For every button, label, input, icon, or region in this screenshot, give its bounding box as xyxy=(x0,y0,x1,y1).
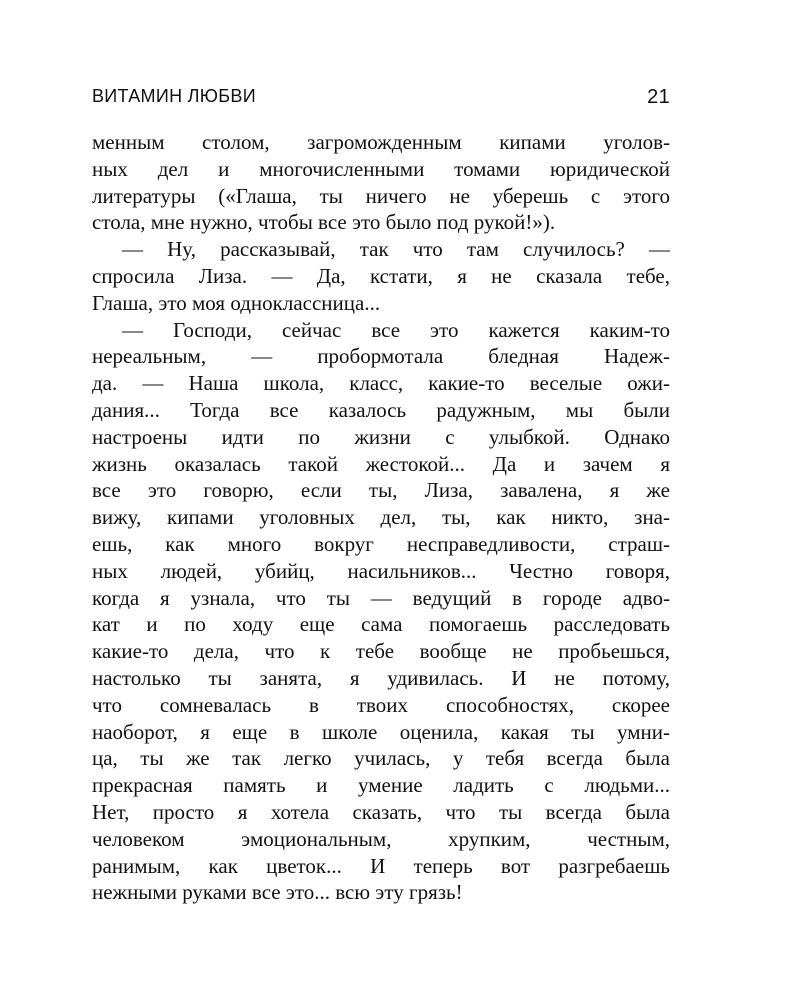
running-head xyxy=(92,86,670,110)
text-line: да. — Наша школа, класс, какие-то веселые ожи- xyxy=(92,371,670,396)
text-line: ешь, как много вокруг несправедливости, страш- xyxy=(92,531,670,556)
text-line: ных людей, убийц, насильников... Честно говоря, xyxy=(92,558,670,583)
text-line: человеком эмоциональным, хрупким, честным, xyxy=(92,826,670,851)
text-line: — Ну, рассказывай, так что там случилось? — xyxy=(122,237,670,262)
text-line: прекрасная память и умение ладить с людьми... xyxy=(92,773,670,798)
text-line: ца, ты же так легко училась, у тебя всегда была xyxy=(92,746,670,771)
text-line: нежными руками все это... всю эту грязь! xyxy=(92,880,463,905)
page-number: 21 xyxy=(647,86,670,108)
text-line: нереальным, — пробормотала бледная Надеж- xyxy=(92,344,670,369)
text-line: — Господи, сейчас все это кажется каким-то xyxy=(122,317,670,342)
text-line: когда я узнала, что ты — ведущий в городе адво- xyxy=(92,585,670,610)
text-line: менным столом, загроможденным кипами уголов- xyxy=(92,130,670,154)
text-line: ранимым, как цветок... И теперь вот разгребаешь xyxy=(92,853,670,878)
text-line: наоборот, я еще в школе оценила, какая ты умни- xyxy=(92,719,670,744)
text-line: все это говорю, если ты, Лиза, завалена, я же xyxy=(92,478,670,503)
text-line: Глаша, это моя одноклассница... xyxy=(92,290,381,315)
paragraph xyxy=(92,317,670,907)
text-line: литературы («Глаша, ты ничего не уберешь с этого xyxy=(92,183,670,208)
text-line: какие-то дела, что к тебе вообще не пробьешься, xyxy=(92,639,670,664)
text-line: спросила Лиза. — Да, кстати, я не сказала тебе, xyxy=(92,263,670,288)
text-line: ных дел и многочисленными томами юридической xyxy=(92,156,670,181)
text-line: настолько ты занята, я удивилась. И не потому, xyxy=(92,665,670,690)
text-line: настроены идти по жизни с улыбкой. Однако xyxy=(92,424,670,449)
paragraph xyxy=(92,236,670,316)
text-line: что сомневалась в твоих способностях, скорее xyxy=(92,692,670,717)
text-line: стола, мне нужно, чтобы все это было под рукой!»). xyxy=(92,210,556,235)
text-line: кат и по ходу еще сама помогаешь расследовать xyxy=(92,612,670,637)
text-line: дания... Тогда все казалось радужным, мы были xyxy=(92,397,670,422)
body-text xyxy=(92,129,670,906)
text-line: вижу, кипами уголовных дел, ты, как никто, зна- xyxy=(92,505,670,530)
text-line: Нет, просто я хотела сказать, что ты всегда была xyxy=(92,799,670,824)
paragraph xyxy=(92,129,670,236)
text-line: жизнь оказалась такой жестокой... Да и зачем я xyxy=(92,451,670,476)
running-title: ВИТАМИН ЛЮБВИ xyxy=(92,86,256,106)
